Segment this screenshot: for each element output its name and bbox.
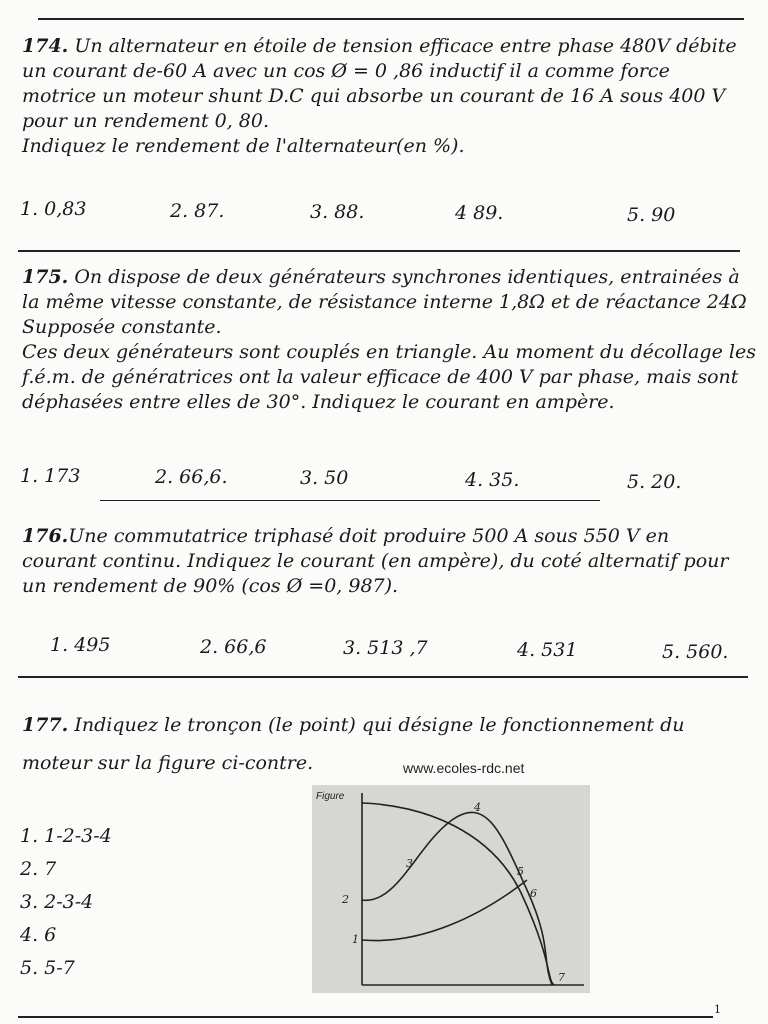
question-176-line-1: 176.Une commutatrice triphasé doit produire 500 A sous 550 V en	[22, 525, 670, 547]
motor-figure-graph	[312, 785, 590, 993]
question-176	[22, 524, 757, 599]
question-175-line-1: 175. On dispose de deux générateurs synchrones identiques, entrainées à	[22, 266, 740, 288]
question-177-option-4: 4. 6	[20, 924, 57, 946]
question-176-line-3: un rendement de 90% (cos Ø =0, 987).	[22, 575, 399, 597]
question-177-option-3: 3. 2-3-4	[20, 891, 94, 913]
separator-bottom	[18, 1016, 713, 1018]
separator-175	[100, 500, 600, 501]
question-174-option-1: 1. 0,83	[20, 198, 87, 220]
question-176-number: 176.	[22, 525, 69, 547]
question-174-line-3: motrice un moteur shunt D.C qui absorbe un courant de 16 A sous 400 V	[22, 85, 726, 107]
question-174	[22, 34, 757, 159]
question-175-line-6: déphasées entre elles de 30°. Indiquez le courant en ampère.	[22, 391, 615, 413]
question-174-line-1: 174. Un alternateur en étoile de tension efficace entre phase 480V débite	[22, 35, 737, 57]
question-176-option-3: 3. 513 ,7	[343, 637, 428, 659]
question-177	[22, 706, 757, 782]
question-175-line-5: f.é.m. de génératrices ont la valeur efficace de 400 V par phase, mais sont	[22, 366, 739, 388]
point-label-1: 1	[352, 933, 359, 946]
question-175	[22, 265, 757, 415]
motor-figure	[312, 785, 590, 993]
point-label-4: 4	[474, 801, 481, 814]
question-175-option-2: 2. 66,6.	[155, 466, 228, 488]
question-177-option-1: 1. 1-2-3-4	[20, 825, 112, 847]
question-175-line-3: Supposée constante.	[22, 316, 222, 338]
question-175-option-4: 4. 35.	[465, 469, 520, 491]
question-176-option-1: 1. 495	[50, 634, 111, 656]
separator-176	[18, 676, 748, 678]
point-label-6: 6	[530, 887, 537, 900]
question-177-options	[20, 820, 112, 985]
figure-title: Figure	[316, 791, 345, 802]
question-176-option-5: 5. 560.	[662, 641, 729, 663]
question-174-option-5: 5. 90	[627, 204, 676, 226]
question-175-line-2: la même vitesse constante, de résistance interne 1,8Ω et de réactance 24Ω	[22, 291, 747, 313]
watermark: www.ecoles-rdc.net	[403, 760, 525, 776]
question-176-line-2: courant continu. Indiquez le courant (en ampère), du coté alternatif pour	[22, 550, 729, 572]
question-174-line-4: pour un rendement 0, 80.	[22, 110, 269, 132]
question-176-option-4: 4. 531	[517, 639, 578, 661]
question-176-option-2: 2. 66,6	[200, 636, 267, 658]
question-174-line-2: un courant de-60 A avec un cos Ø = 0 ,86 inductif il a comme force	[22, 60, 670, 82]
question-175-number: 175.	[22, 266, 69, 288]
question-174-option-4: 4 89.	[455, 202, 504, 224]
question-177-number: 177.	[22, 714, 69, 736]
question-175-option-1: 1. 173	[20, 465, 81, 487]
question-174-option-2: 2. 87.	[170, 200, 225, 222]
separator-top	[38, 18, 744, 20]
question-177-line-1: 177. Indiquez le tronçon (le point) qui désigne le fonctionnement du	[22, 714, 685, 736]
separator-174	[18, 250, 740, 252]
question-175-option-5: 5. 20.	[627, 471, 682, 493]
question-177-option-5: 5. 5-7	[20, 957, 75, 979]
page-mark: 1	[714, 1003, 721, 1016]
question-174-option-3: 3. 88.	[310, 201, 365, 223]
question-177-option-2: 2. 7	[20, 858, 57, 880]
question-174-line-5: Indiquez le rendement de l'alternateur(en %).	[22, 135, 465, 157]
point-label-5: 5	[517, 865, 524, 878]
point-label-3: 3	[406, 857, 413, 870]
point-label-2: 2	[342, 893, 349, 906]
point-label-7: 7	[558, 971, 565, 984]
question-175-option-3: 3. 50	[300, 467, 349, 489]
question-177-line-2: moteur sur la figure ci-contre.	[22, 752, 314, 774]
question-175-line-4: Ces deux générateurs sont couplés en triangle. Au moment du décollage les	[22, 341, 756, 363]
question-174-number: 174.	[22, 35, 69, 57]
